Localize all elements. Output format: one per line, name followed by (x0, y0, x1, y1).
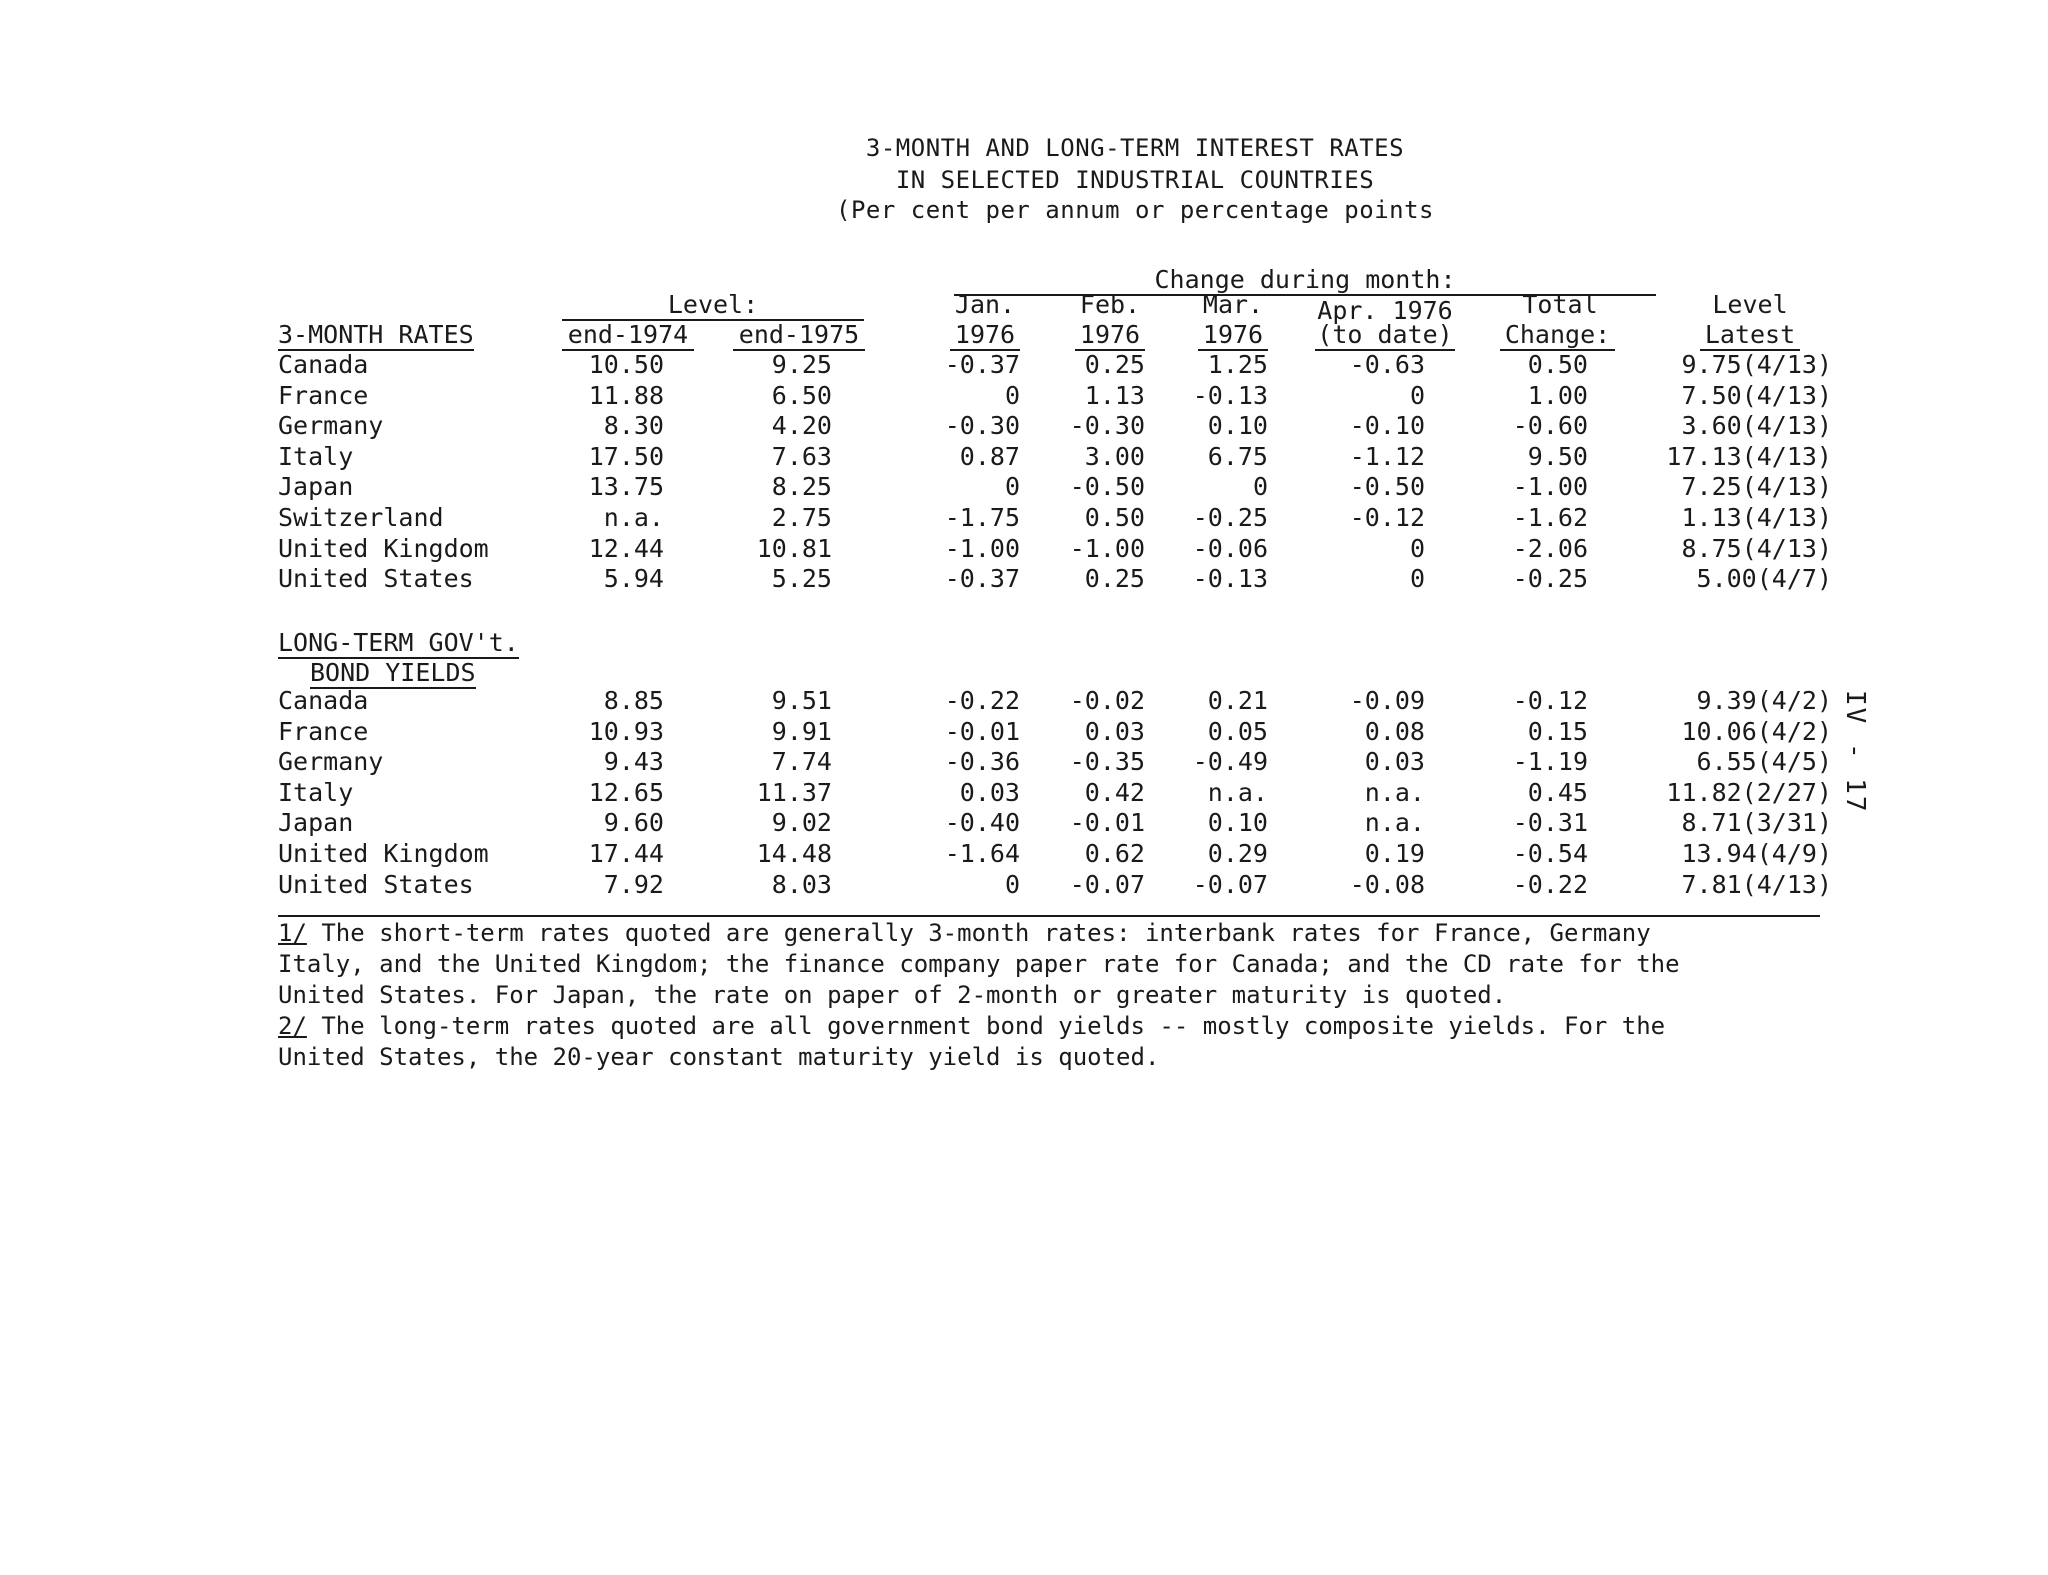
table-cell: 0.50 (1084, 503, 1145, 532)
table-cell: 5.94 (603, 564, 664, 594)
table-cell: -1.19 (1512, 747, 1588, 777)
table-cell: 10.81 (756, 533, 832, 563)
table-cell: -0.25 (1512, 564, 1588, 594)
table-cell: -0.12 (1512, 686, 1588, 715)
table-cell: 0 (1409, 564, 1425, 594)
table-cell: -1.12 (1349, 441, 1425, 471)
table-cell: 0.10 (1207, 808, 1268, 838)
table-cell: 0.21 (1207, 686, 1268, 715)
table-cell: -0.01 (944, 716, 1020, 746)
table-cell: -0.50 (1349, 472, 1425, 502)
row-label: United States (278, 564, 474, 594)
table-cell: 1.13(4/13) (1681, 503, 1832, 532)
header-jan-b: 1976 (950, 320, 1020, 351)
table-cell: -0.40 (944, 808, 1020, 838)
row-label: Canada (278, 350, 369, 379)
table-cell: 0.25 (1084, 350, 1145, 379)
table-cell: -0.54 (1512, 839, 1588, 868)
table-cell: 7.25(4/13) (1681, 472, 1832, 502)
header-latest-a: Level (1712, 290, 1788, 319)
table-cell: 11.37 (756, 777, 832, 807)
table-cell: n.a. (1364, 808, 1425, 838)
table-cell: 0.62 (1084, 839, 1145, 868)
row-label: Japan (278, 472, 354, 502)
table-cell: 0 (1004, 380, 1020, 410)
header-apr-a: Apr. 1976 (1317, 296, 1453, 325)
table-cell: 0.29 (1207, 839, 1268, 868)
table-cell: -0.63 (1349, 350, 1425, 379)
table-cell: 2.75 (771, 503, 832, 532)
table-cell: 6.50 (771, 380, 832, 410)
table-cell: 4.20 (771, 411, 832, 441)
table-cell: -0.30 (1069, 411, 1145, 441)
title-line-1: 3-MONTH AND LONG-TERM INTEREST RATES (865, 134, 1405, 162)
section-long-term-label-2: BOND YIELDS (310, 658, 476, 687)
table-cell: -0.49 (1192, 747, 1268, 777)
header-total-b: Change: (1500, 320, 1615, 351)
table-cell: 8.30 (603, 411, 664, 441)
table-cell: -0.10 (1349, 411, 1425, 441)
table-cell: 0.03 (959, 777, 1020, 807)
header-apr-b: (to date) (1315, 320, 1455, 351)
table-cell: 5.00(4/7) (1696, 564, 1832, 594)
table-cell: -0.01 (1069, 808, 1145, 838)
table-cell: 9.39(4/2) (1696, 686, 1832, 715)
footnote-1-line-3: United States. For Japan, the rate on paper of 2-month or greater maturity is quoted. (278, 981, 1507, 1009)
row-label: France (278, 380, 369, 410)
table-cell: 7.50(4/13) (1681, 380, 1832, 410)
header-feb-b: 1976 (1075, 320, 1145, 351)
header-latest-b: Latest (1700, 320, 1800, 351)
table-cell: 17.50 (588, 441, 664, 471)
table-cell: 0.15 (1527, 716, 1588, 746)
table-cell: 0.05 (1207, 716, 1268, 746)
table-cell: -0.60 (1512, 411, 1588, 441)
table-cell: -0.07 (1192, 869, 1268, 899)
table-cell: -0.31 (1512, 808, 1588, 838)
footnote-1-line-1: 1/ The short-term rates quoted are generally 3-month rates: interbank rates for France, Germany (278, 919, 1651, 947)
table-cell: -1.00 (1512, 472, 1588, 502)
table-cell: 0.87 (959, 441, 1020, 471)
table-cell: -0.36 (944, 747, 1020, 777)
table-cell: 0.08 (1364, 716, 1425, 746)
header-end-1975: end-1975 (733, 320, 865, 351)
table-cell: -0.12 (1349, 503, 1425, 532)
table-cell: 8.03 (771, 869, 832, 899)
row-label: Switzerland (278, 503, 444, 532)
table-cell: n.a. (1207, 777, 1268, 807)
table-cell: 7.74 (771, 747, 832, 777)
row-label: Germany (278, 747, 384, 777)
row-label: Canada (278, 686, 369, 715)
table-cell: -1.75 (944, 503, 1020, 532)
table-cell: -1.62 (1512, 503, 1588, 532)
table-cell: 9.25 (771, 350, 832, 379)
table-cell: -1.64 (944, 839, 1020, 868)
table-cell: 10.06(4/2) (1681, 716, 1832, 746)
row-label: United States (278, 869, 474, 899)
table-cell: 0.50 (1527, 350, 1588, 379)
table-cell: 1.13 (1084, 380, 1145, 410)
row-label: United Kingdom (278, 839, 489, 868)
table-cell: 0.03 (1364, 747, 1425, 777)
table-cell: -0.35 (1069, 747, 1145, 777)
footnote-2-line-1: 2/ The long-term rates quoted are all government bond yields -- mostly composite yields. For the (278, 1012, 1666, 1040)
table-cell: 7.81(4/13) (1681, 869, 1832, 899)
table-cell: 3.60(4/13) (1681, 411, 1832, 441)
row-label: Italy (278, 777, 354, 807)
table-cell: 7.92 (603, 869, 664, 899)
table-cell: 10.93 (588, 716, 664, 746)
table-cell: 8.71(3/31) (1681, 808, 1832, 838)
table-cell: 0 (1004, 869, 1020, 899)
change-group-header: Change during month: (954, 265, 1656, 296)
row-label: United Kingdom (278, 533, 489, 563)
table-cell: 9.02 (771, 808, 832, 838)
table-cell: 11.88 (588, 380, 664, 410)
table-cell: -0.07 (1069, 869, 1145, 899)
title-line-3: (Per cent per annum or percentage points (836, 196, 1434, 224)
table-cell: 0 (1004, 472, 1020, 502)
title-line-2: IN SELECTED INDUSTRIAL COUNTRIES (895, 166, 1375, 194)
level-group-header: Level: (562, 290, 864, 321)
table-cell: -2.06 (1512, 533, 1588, 563)
table-cell: -0.06 (1192, 533, 1268, 563)
table-cell: 10.50 (588, 350, 664, 379)
table-cell: -0.02 (1069, 686, 1145, 715)
table-cell: 1.00 (1527, 380, 1588, 410)
table-cell: -0.50 (1069, 472, 1145, 502)
footnote-divider (278, 915, 1820, 917)
table-cell: 9.50 (1527, 441, 1588, 471)
header-total-a: Total (1522, 290, 1598, 319)
table-cell: 9.60 (603, 808, 664, 838)
footnote-2-marker: 2/ (278, 1012, 307, 1040)
table-cell: 0.25 (1084, 564, 1145, 594)
table-cell: 6.75 (1207, 441, 1268, 471)
footnote-1-marker: 1/ (278, 919, 307, 947)
row-label: France (278, 716, 369, 746)
table-cell: -0.30 (944, 411, 1020, 441)
table-cell: 0 (1252, 472, 1268, 502)
table-cell: 0.10 (1207, 411, 1268, 441)
section-long-term-label-1: LONG-TERM GOV't. (278, 628, 519, 657)
header-feb-a: Feb. (1079, 290, 1141, 319)
table-cell: 14.48 (756, 839, 832, 868)
table-cell: 12.65 (588, 777, 664, 807)
table-cell: 9.43 (603, 747, 664, 777)
footnote-2-line-2: United States, the 20-year constant maturity yield is quoted. (278, 1043, 1160, 1071)
row-label: Japan (278, 808, 354, 838)
table-cell: 0.03 (1084, 716, 1145, 746)
table-cell: -0.37 (944, 564, 1020, 594)
footnote-1-line-2: Italy, and the United Kingdom; the finance company paper rate for Canada; and the CD rate for the (278, 950, 1680, 978)
table-cell: 17.13(4/13) (1666, 441, 1832, 471)
table-cell: 3.00 (1084, 441, 1145, 471)
table-cell: 0.42 (1084, 777, 1145, 807)
table-cell: 9.91 (771, 716, 832, 746)
table-cell: 12.44 (588, 533, 664, 563)
row-label: Italy (278, 441, 354, 471)
table-cell: n.a. (1364, 777, 1425, 807)
table-cell: 1.25 (1207, 350, 1268, 379)
header-end-1974: end-1974 (562, 320, 694, 351)
row-label: Germany (278, 411, 384, 441)
table-cell: -0.25 (1192, 503, 1268, 532)
table-cell: 13.75 (588, 472, 664, 502)
table-cell: 0.45 (1527, 777, 1588, 807)
table-cell: -0.22 (944, 686, 1020, 715)
table-cell: 11.82(2/27) (1666, 777, 1832, 807)
table-cell: 9.51 (771, 686, 832, 715)
table-cell: n.a. (603, 503, 664, 532)
table-cell: 8.75(4/13) (1681, 533, 1832, 563)
table-cell: 5.25 (771, 564, 832, 594)
header-jan-a: Jan. (954, 290, 1016, 319)
table-cell: -0.08 (1349, 869, 1425, 899)
header-mar-a: Mar. (1202, 290, 1264, 319)
table-cell: 8.25 (771, 472, 832, 502)
table-cell: -0.09 (1349, 686, 1425, 715)
table-cell: -1.00 (1069, 533, 1145, 563)
table-cell: 6.55(4/5) (1696, 747, 1832, 777)
table-cell: 0 (1409, 533, 1425, 563)
table-cell: 13.94(4/9) (1681, 839, 1832, 868)
header-mar-b: 1976 (1198, 320, 1268, 351)
table-cell: 7.63 (771, 441, 832, 471)
footnotes (278, 918, 1838, 1073)
table-cell: -1.00 (944, 533, 1020, 563)
table-cell: 0 (1409, 380, 1425, 410)
table-cell: -0.13 (1192, 380, 1268, 410)
table-cell: -0.22 (1512, 869, 1588, 899)
table-cell: 9.75(4/13) (1681, 350, 1832, 379)
table-cell: 0.19 (1364, 839, 1425, 868)
page-number: IV - 17 (1840, 690, 1870, 814)
table-cell: 8.85 (603, 686, 664, 715)
table-cell: -0.13 (1192, 564, 1268, 594)
table-cell: -0.37 (944, 350, 1020, 379)
table-cell: 17.44 (588, 839, 664, 868)
section-3-month-label: 3-MONTH RATES (278, 320, 474, 349)
